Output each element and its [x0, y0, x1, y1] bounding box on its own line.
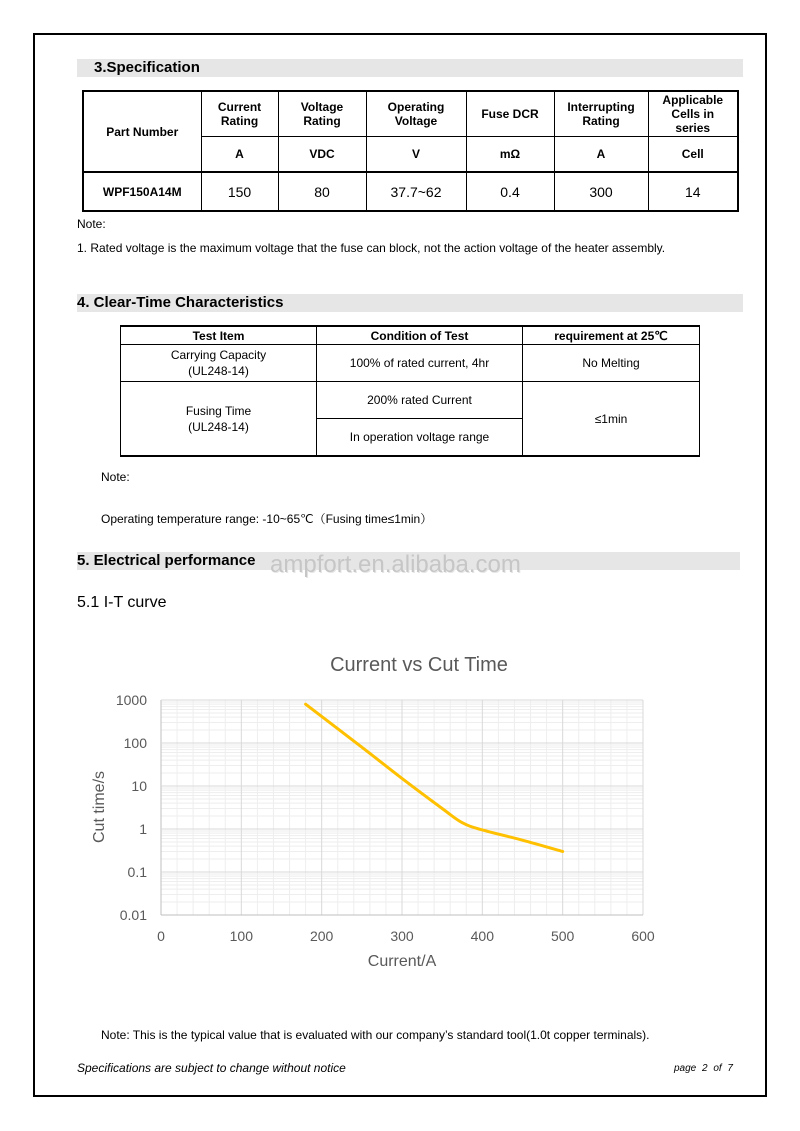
x-tick-label: 300 [390, 928, 414, 944]
header-condition-of-test: Condition of Test [317, 326, 523, 345]
unit-current-rating: A [201, 137, 278, 173]
section-4-heading: 4. Clear-Time Characteristics [77, 294, 284, 311]
spec-data-row [83, 172, 738, 211]
x-tick-label: 0 [157, 928, 165, 944]
clear-time-note-text: Operating temperature range: -10~65℃（Fusing time≤1min） [101, 512, 433, 526]
y-axis-label: Cut time/s [91, 770, 108, 844]
unit-fuse-dcr: mΩ [466, 137, 554, 173]
section-4-heading-bar [77, 294, 743, 312]
y-tick-label: 10 [131, 778, 147, 794]
x-tick-label: 600 [631, 928, 655, 944]
test-item-carrying-capacity: Carrying Capacity (UL248-14) [121, 345, 317, 382]
x-tick-label: 500 [550, 928, 575, 944]
value-interrupting-rating: 300 [554, 172, 648, 211]
column-header-current-rating: Current Rating [201, 91, 278, 137]
value-operating-voltage: 37.7~62 [366, 172, 466, 211]
header-requirement: requirement at 25℃ [523, 326, 700, 345]
unit-applicable-cells: Cell [648, 137, 738, 173]
spec-header-row [83, 91, 738, 137]
section-5-1-subheading: 5.1 I-T curve [77, 594, 167, 611]
specification-table [82, 90, 739, 212]
chart-note-text: Note: This is the typical value that is evaluated with our company’s standard tool(1.0t copper terminals). [101, 1028, 650, 1042]
header-test-item: Test Item [121, 326, 317, 345]
i-t-curve-chart [60, 640, 740, 980]
part-number-value: WPF150A14M [83, 172, 201, 211]
x-tick-label: 200 [309, 928, 334, 944]
carrying-capacity-row [121, 345, 700, 382]
column-header-interrupting-rating: Interrupting Rating [554, 91, 648, 137]
section-5-heading: 5. Electrical performance [77, 552, 256, 569]
value-fuse-dcr: 0.4 [466, 172, 554, 211]
y-tick-label: 0.01 [119, 907, 147, 923]
condition-fusing-current: 200% rated Current [317, 382, 523, 419]
section-3-heading-bar [77, 59, 743, 77]
column-header-operating-voltage: Operating Voltage [366, 91, 466, 137]
part-number-header: Part Number [83, 91, 201, 172]
x-tick-label: 400 [470, 928, 495, 944]
unit-operating-voltage: V [366, 137, 466, 173]
y-tick-label: 1 [139, 821, 147, 837]
chart-title: Current vs Cut Time [330, 654, 508, 676]
column-header-fuse-dcr: Fuse DCR [466, 91, 554, 137]
value-voltage-rating: 80 [278, 172, 366, 211]
footer-disclaimer: Specifications are subject to change without notice [77, 1061, 346, 1075]
condition-fusing-voltage: In operation voltage range [317, 419, 523, 457]
clear-time-note-label: Note: [101, 470, 130, 484]
requirement-carrying-capacity: No Melting [523, 345, 700, 382]
value-applicable-cells: 14 [648, 172, 738, 211]
column-header-voltage-rating: Voltage Rating [278, 91, 366, 137]
y-tick-label: 0.1 [127, 864, 147, 880]
chart-gridlines [161, 700, 643, 915]
spec-note-label: Note: [77, 217, 106, 231]
x-tick-label: 100 [229, 928, 254, 944]
condition-carrying-capacity: 100% of rated current, 4hr [317, 345, 523, 382]
requirement-fusing-time: ≤1min [523, 382, 700, 457]
watermark: ampfort.en.alibaba.com [270, 551, 521, 578]
section-3-heading: 3.Specification [94, 59, 200, 76]
clear-time-header-row [121, 326, 700, 345]
value-current-rating: 150 [201, 172, 278, 211]
page-number: page 2 of 7 [673, 1063, 733, 1074]
unit-interrupting-rating: A [554, 137, 648, 173]
unit-voltage-rating: VDC [278, 137, 366, 173]
test-item-fusing-time: Fusing Time (UL248-14) [121, 382, 317, 457]
fusing-time-row [121, 382, 700, 419]
column-header-applicable-cells: Applicable Cells in series [648, 91, 738, 137]
y-tick-label: 1000 [115, 692, 147, 708]
y-tick-label: 100 [123, 735, 147, 751]
clear-time-table [120, 325, 700, 457]
spec-note-text: 1. Rated voltage is the maximum voltage that the fuse can block, not the action voltage of the heater assembly. [77, 241, 666, 255]
x-axis-label: Current/A [367, 953, 437, 970]
